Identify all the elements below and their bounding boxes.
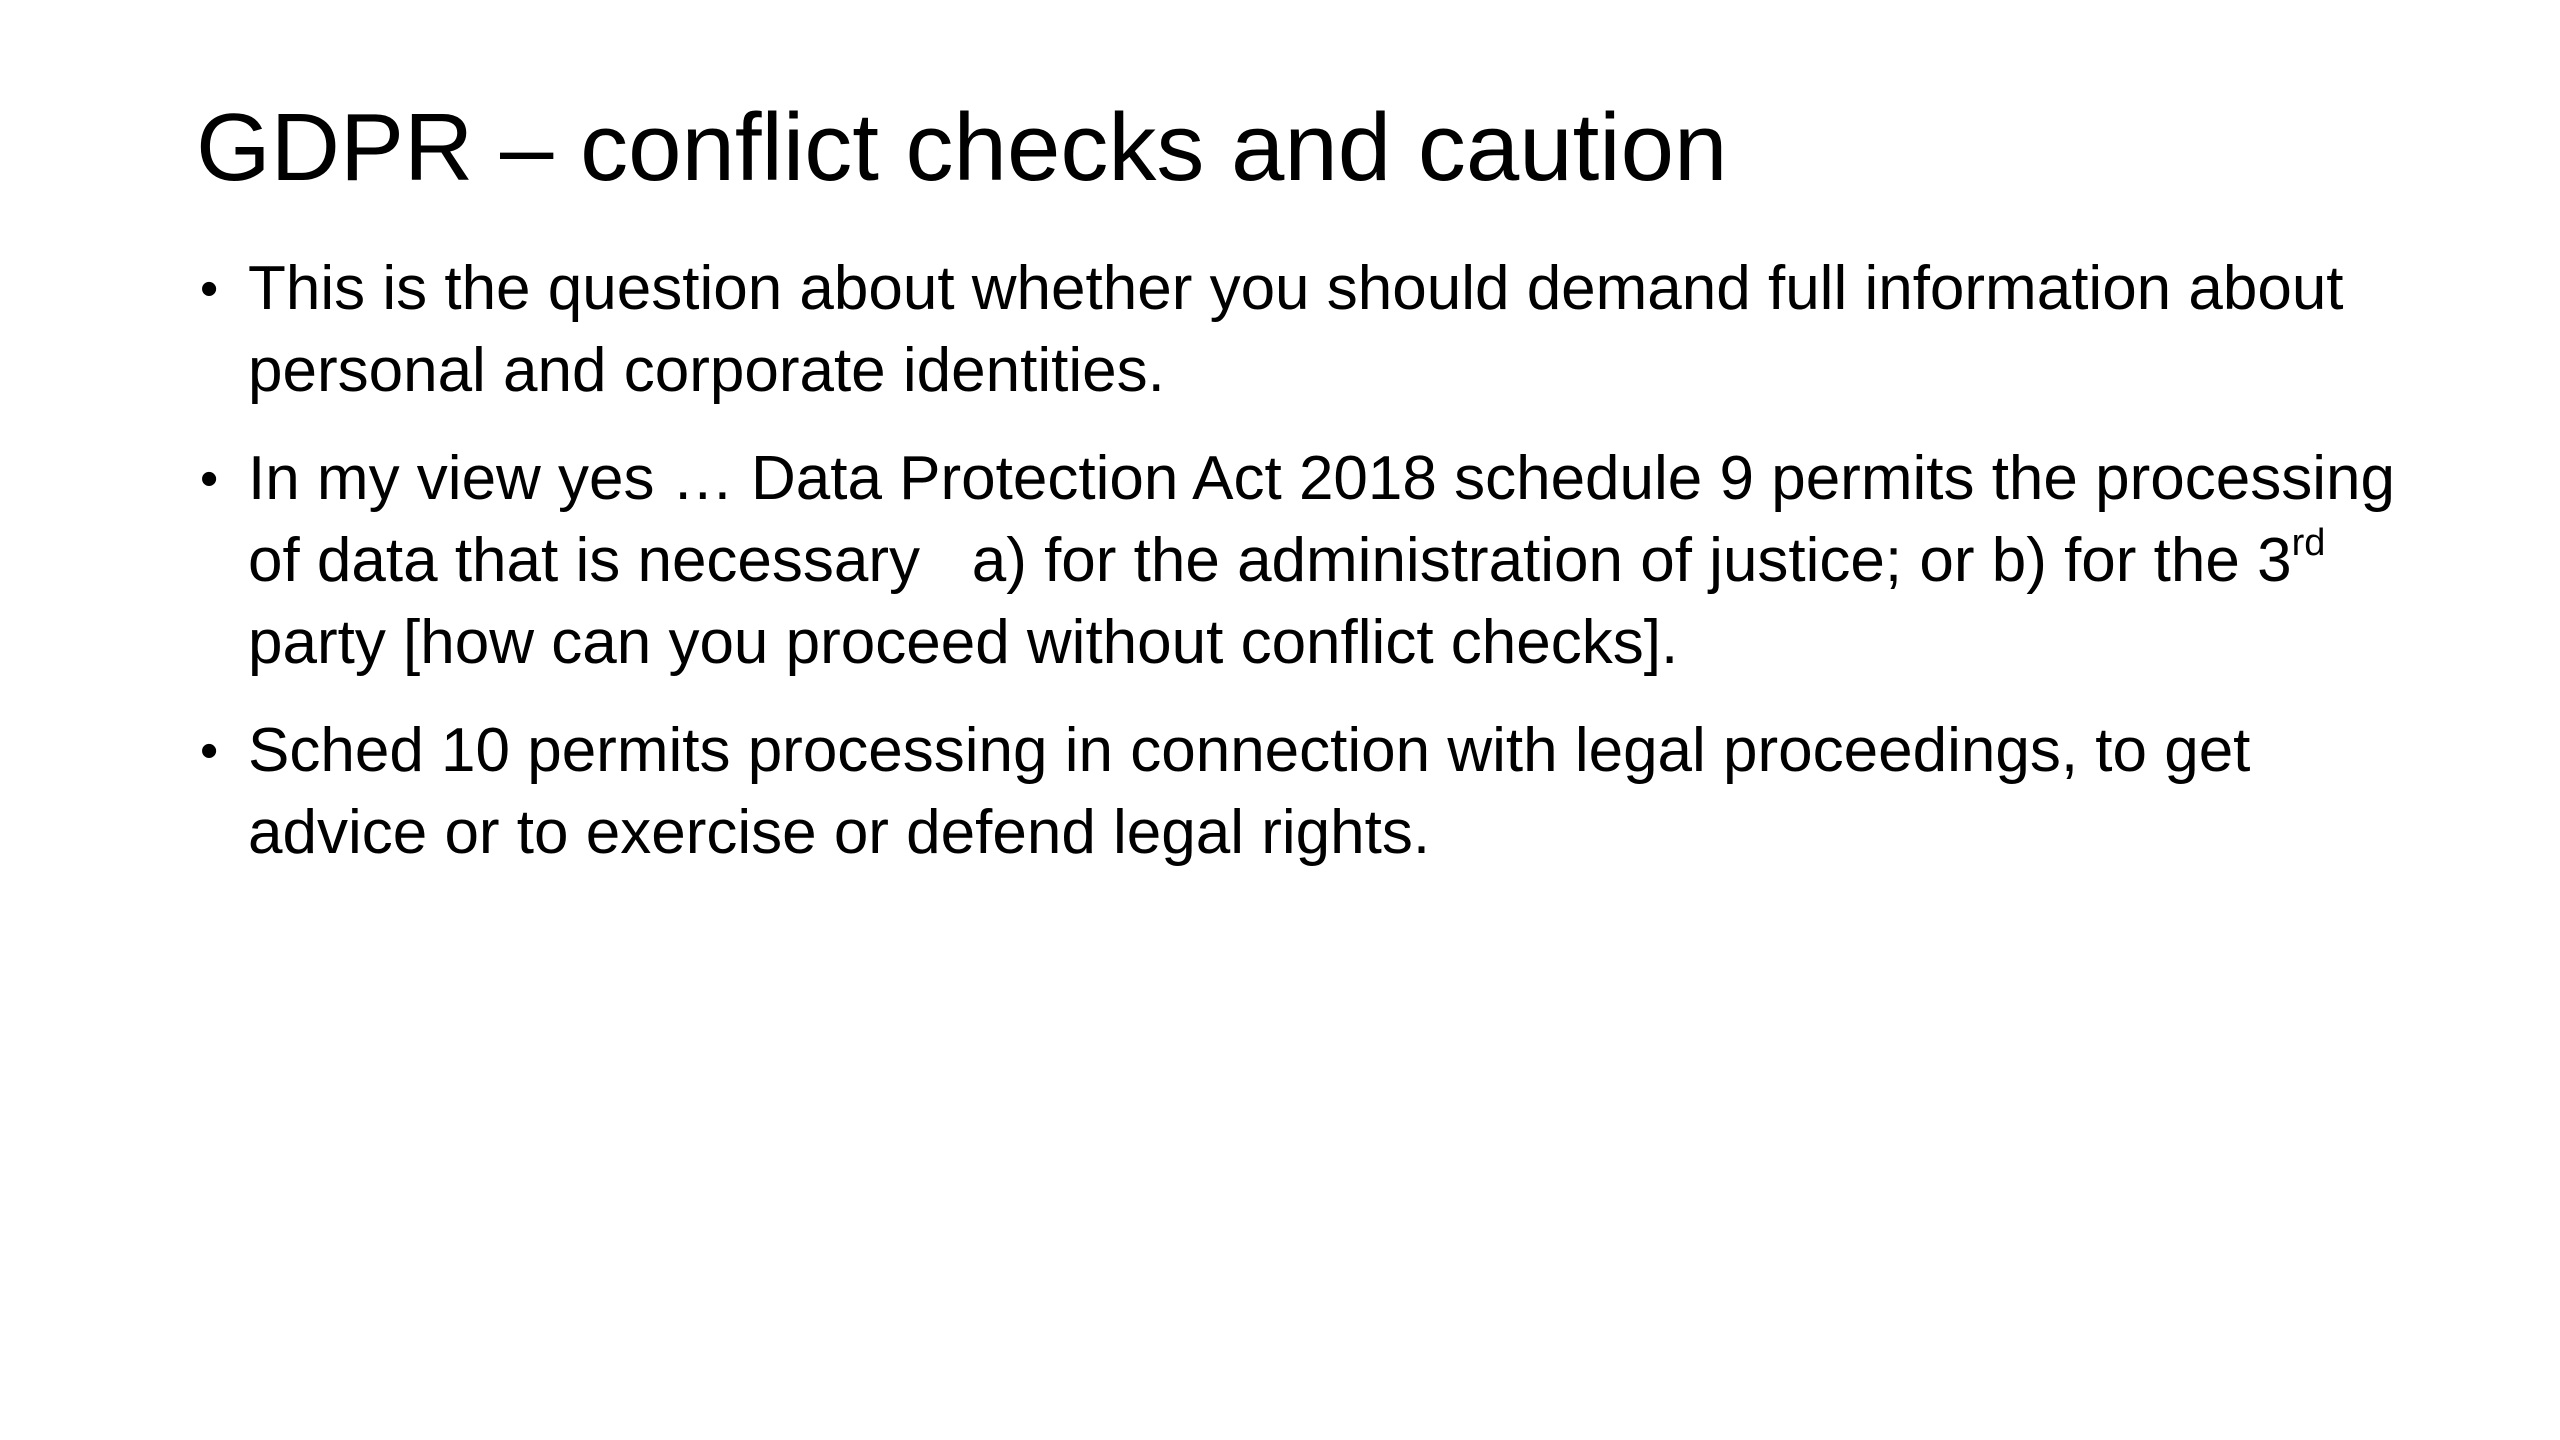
bullet-item <box>196 438 2436 684</box>
bullet-icon: • <box>200 260 219 318</box>
bullet-icon: • <box>200 450 219 508</box>
slide-title: GDPR – conflict checks and caution <box>196 94 1728 201</box>
superscript: rd <box>2291 522 2326 564</box>
bullet-text <box>248 444 2395 677</box>
bullet-list <box>196 248 2436 900</box>
bullet-text: This is the question about whether you should demand full information about personal and corporate identities. <box>248 254 2344 405</box>
bullet-icon: • <box>200 722 219 780</box>
bullet-item <box>196 248 2436 412</box>
bullet-text-part: party [how can you proceed without conflict checks]. <box>248 608 1679 677</box>
bullet-text-part: In my view yes … Data Protection Act 2018 schedule 9 permits the processing of data that is necessary a) for the administration of justice; or b) for the 3 <box>248 444 2395 595</box>
bullet-item <box>196 710 2436 874</box>
bullet-text: Sched 10 permits processing in connection with legal proceedings, to get advice or to exercise or defend legal rights. <box>248 716 2251 867</box>
